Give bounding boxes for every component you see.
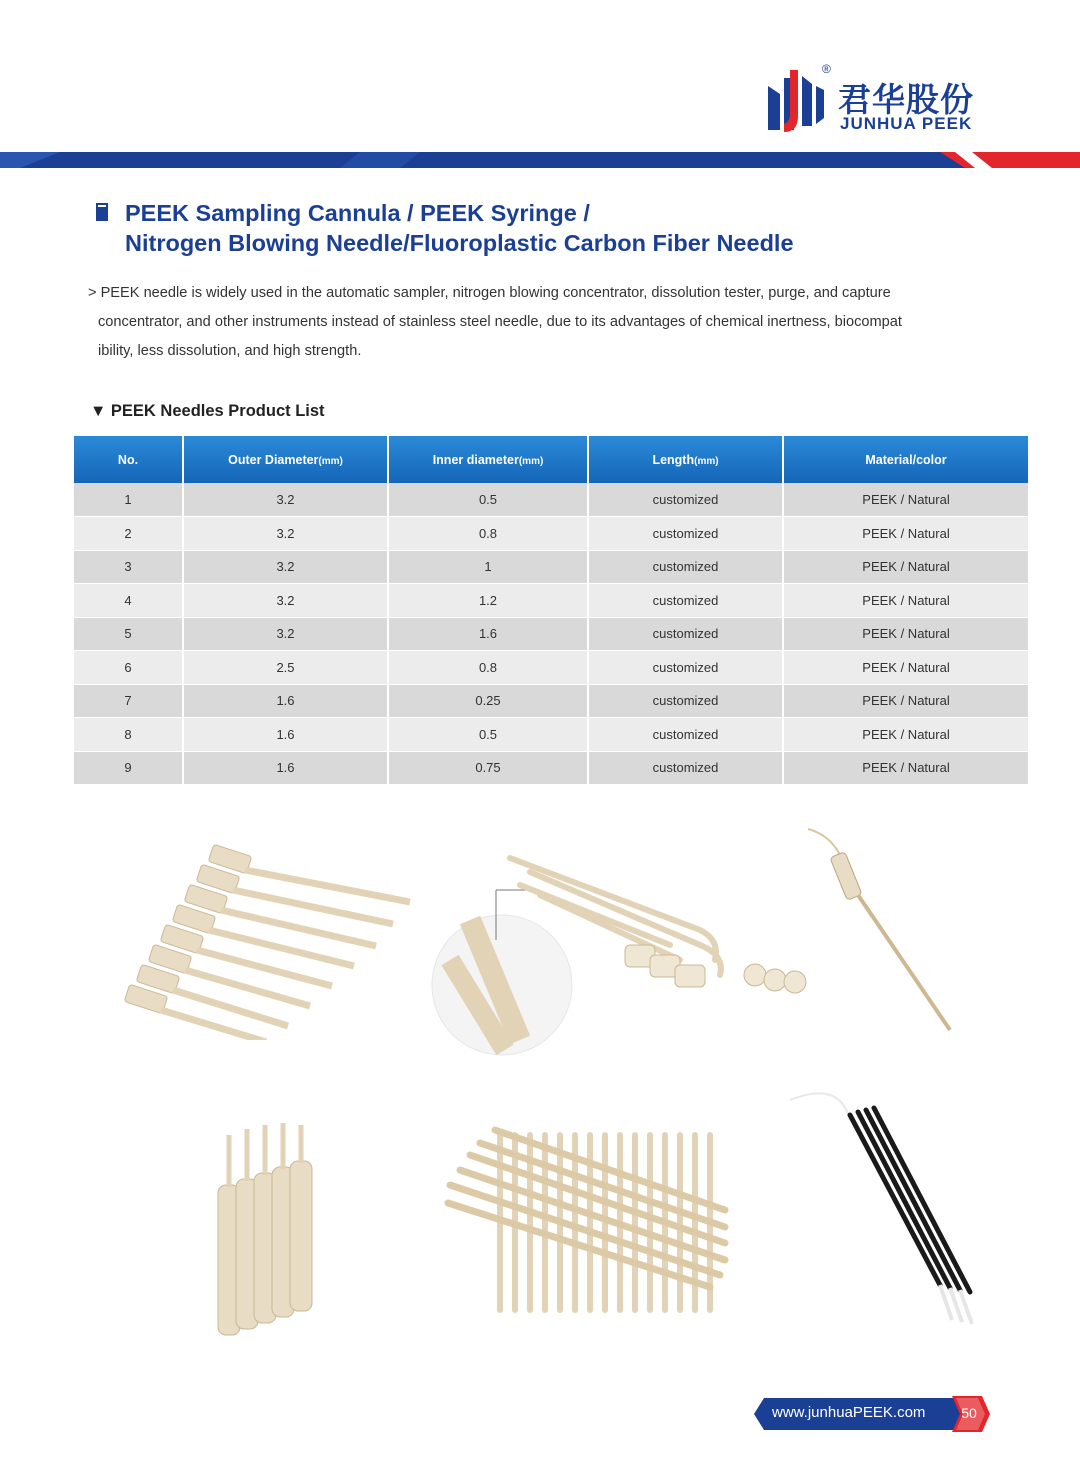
cell-length: customized xyxy=(588,718,783,752)
cell-no: 7 xyxy=(74,684,183,718)
cell-no: 9 xyxy=(74,751,183,785)
cell-length: customized xyxy=(588,617,783,651)
cell-material: PEEK / Natural xyxy=(783,718,1028,752)
header-outer-diameter: Outer Diameter(mm) xyxy=(183,436,388,483)
cell-outer: 3.2 xyxy=(183,617,388,651)
photo-bent-needles xyxy=(430,850,820,1060)
table-row xyxy=(74,517,1028,551)
cell-inner: 1.6 xyxy=(388,617,588,651)
product-table xyxy=(74,436,1028,785)
cell-material: PEEK / Natural xyxy=(783,684,1028,718)
cell-no: 2 xyxy=(74,517,183,551)
cell-no: 4 xyxy=(74,584,183,618)
page-footer xyxy=(752,1396,992,1432)
cell-outer: 1.6 xyxy=(183,718,388,752)
header-inner-diameter: Inner diameter(mm) xyxy=(388,436,588,483)
cell-length: customized xyxy=(588,483,783,517)
cell-inner: 0.8 xyxy=(388,651,588,685)
product-list-title: ▼ PEEK Needles Product List xyxy=(90,402,325,420)
cell-no: 8 xyxy=(74,718,183,752)
junhua-logo-icon xyxy=(764,66,826,136)
cell-length: customized xyxy=(588,651,783,685)
registered-mark: ® xyxy=(822,62,831,76)
description-line-1: > PEEK needle is widely used in the automatic sampler, nitrogen blowing concentrator, dissolution tester, purge, and capture xyxy=(88,285,891,301)
title-line-1: PEEK Sampling Cannula / PEEK Syringe / xyxy=(125,200,590,226)
cell-length: customized xyxy=(588,584,783,618)
cell-inner: 0.25 xyxy=(388,684,588,718)
cell-inner: 0.75 xyxy=(388,751,588,785)
cell-material: PEEK / Natural xyxy=(783,550,1028,584)
description xyxy=(88,279,958,366)
cell-length: customized xyxy=(588,684,783,718)
header-no: No. xyxy=(74,436,183,483)
cell-outer: 3.2 xyxy=(183,483,388,517)
cell-outer: 3.2 xyxy=(183,517,388,551)
cell-inner: 1 xyxy=(388,550,588,584)
cell-material: PEEK / Natural xyxy=(783,483,1028,517)
table-row xyxy=(74,483,1028,517)
cell-no: 1 xyxy=(74,483,183,517)
cell-outer: 1.6 xyxy=(183,684,388,718)
table-row xyxy=(74,550,1028,584)
cell-length: customized xyxy=(588,550,783,584)
cell-no: 6 xyxy=(74,651,183,685)
brand-logo xyxy=(764,62,994,138)
cell-inner: 0.5 xyxy=(388,718,588,752)
cell-material: PEEK / Natural xyxy=(783,617,1028,651)
website-link[interactable]: www.junhuaPEEK.com xyxy=(772,1404,926,1421)
header-material: Material/color xyxy=(783,436,1028,483)
table-row xyxy=(74,651,1028,685)
photo-carbon-fiber-needles xyxy=(780,1080,990,1330)
cell-length: customized xyxy=(588,751,783,785)
cell-outer: 1.6 xyxy=(183,751,388,785)
table-row xyxy=(74,584,1028,618)
photo-stacked-needles xyxy=(440,1115,730,1315)
header-band xyxy=(0,150,1080,170)
cell-outer: 3.2 xyxy=(183,550,388,584)
cell-material: PEEK / Natural xyxy=(783,751,1028,785)
cell-inner: 1.2 xyxy=(388,584,588,618)
cell-outer: 2.5 xyxy=(183,651,388,685)
cell-outer: 3.2 xyxy=(183,584,388,618)
cell-no: 3 xyxy=(74,550,183,584)
cell-inner: 0.8 xyxy=(388,517,588,551)
page-title xyxy=(125,198,794,258)
cell-length: customized xyxy=(588,517,783,551)
description-line-3: ibility, less dissolution, and high strength. xyxy=(98,343,362,359)
photo-needle-bundle xyxy=(210,1115,320,1345)
photo-threaded-needles xyxy=(110,840,420,1040)
header-length: Length(mm) xyxy=(588,436,783,483)
cell-material: PEEK / Natural xyxy=(783,584,1028,618)
title-line-2: Nitrogen Blowing Needle/Fluoroplastic Carbon Fiber Needle xyxy=(125,230,794,256)
cell-inner: 0.5 xyxy=(388,483,588,517)
table-row xyxy=(74,617,1028,651)
brand-name-en: JUNHUA PEEK xyxy=(840,114,973,133)
table-row xyxy=(74,751,1028,785)
cell-material: PEEK / Natural xyxy=(783,517,1028,551)
table-row xyxy=(74,684,1028,718)
cell-no: 5 xyxy=(74,617,183,651)
photo-single-needle xyxy=(800,825,960,1035)
page-number: 50 xyxy=(961,1405,977,1421)
description-line-2: concentrator, and other instruments instead of stainless steel needle, due to its advantages of chemical inertness, biocompat xyxy=(98,314,902,330)
cell-material: PEEK / Natural xyxy=(783,651,1028,685)
table-header-row xyxy=(74,436,1028,483)
brand-name-cn: 君华股份 xyxy=(838,80,974,119)
title-bullet-icon xyxy=(96,203,108,221)
table-row xyxy=(74,718,1028,752)
